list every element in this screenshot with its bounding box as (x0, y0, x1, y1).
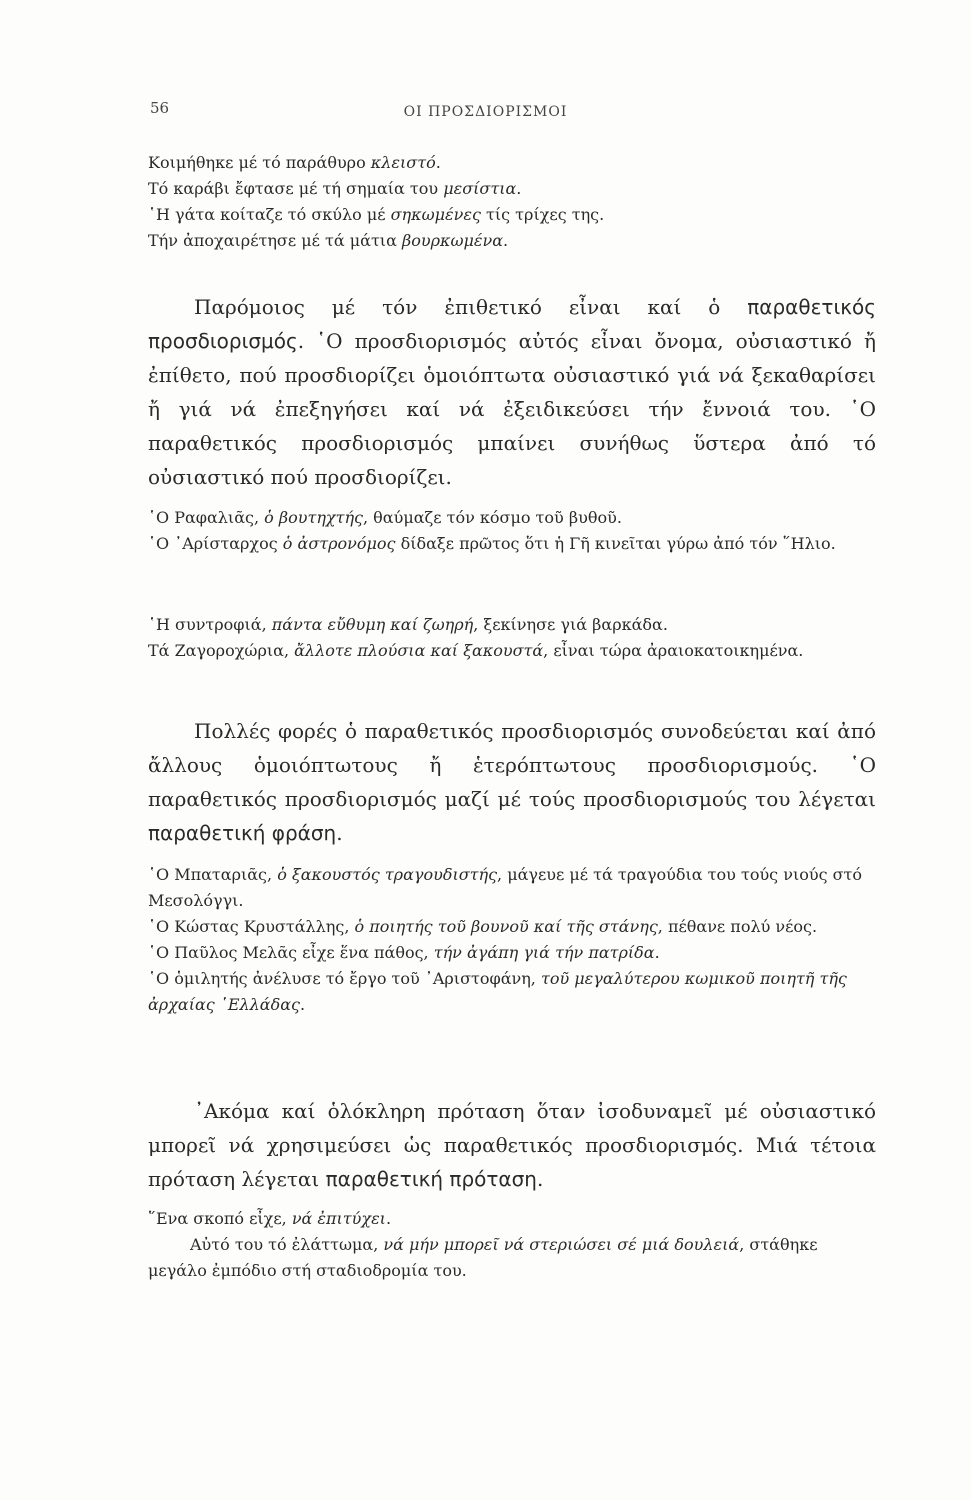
example-sentence: ῾Ο Ραφαλιᾶς, ὁ βουτηχτής, θαύμαζε τόν κόσμο τοῦ βυθοῦ. (148, 508, 622, 527)
example-sentence: Τήν ἀποχαιρέτησε μέ τά μάτια βουρκωμένα. (148, 231, 509, 250)
example-sentence: ῾Ο Μπαταριᾶς, ὁ ξακουστός τραγουδιστής, μάγευε μέ τά τραγούδια του τούς νιούς στό Μεσολόγγι. (148, 865, 863, 910)
example-sentence: ῞Ενα σκοπό εἶχε, νά ἐπιτύχει. (148, 1209, 392, 1228)
examples-group-3 (148, 612, 876, 664)
key-term: παραθετική πρόταση (325, 1167, 537, 1191)
examples-group-5 (148, 1206, 876, 1284)
example-sentence: ῾Η συντροφιά, πάντα εὔθυμη καί ζωηρή, ξεκίνησε γιά βαρκάδα. (148, 615, 668, 634)
example-sentence: ῾Ο ὁμιλητής ἀνέλυσε τό ἔργο τοῦ ᾽Αριστοφάνη, τοῦ μεγαλύτερου κωμικοῦ ποιητῆ τῆς ἀρχαίας ῾Ελλάδας. (148, 969, 847, 1014)
example-sentence: ῾Ο ᾽Αρίσταρχος ὁ ἀστρονόμος δίδαξε πρῶτος ὅτι ἡ Γῆ κινεῖται γύρω ἀπό τόν ῞Ηλιο. (148, 534, 836, 553)
example-sentence: Τά Ζαγοροχώρια, ἄλλοτε πλούσια καί ξακουστά, εἶναι τώρα ἀραιοκατοικημένα. (148, 641, 804, 660)
example-sentence: Τό καράβι ἔφτασε μέ τή σημαία του μεσίστια. (148, 179, 522, 198)
running-title: ΟΙ ΠΡΟΣΔΙΟΡΙΣΜΟΙ (403, 104, 568, 120)
example-sentence: Κοιμήθηκε μέ τό παράθυρο κλειστό. (148, 153, 441, 172)
examples-group-4 (148, 862, 876, 1018)
examples-group-1 (148, 150, 876, 254)
page-number: 56 (150, 99, 170, 117)
key-term: παραθετική φράση (148, 821, 337, 845)
example-sentence: Αὐτό του τό ἐλάττωμα, νά μήν μπορεῖ νά στεριώσει σέ μιά δουλειά, στάθηκε μεγάλο ἐμπόδιο στή σταδιοδρομία του. (148, 1235, 818, 1280)
key-term: παραθετικός προσδιορισμός (148, 295, 876, 353)
example-sentence: ῾Ο Παῦλος Μελᾶς εἶχε ἕνα πάθος, τήν ἀγάπη γιά τήν πατρίδα. (148, 943, 660, 962)
paragraph-3: ᾽Ακόμα καί ὁλόκληρη πρόταση ὅταν ἰσοδυναμεῖ μέ οὐσιαστικό μπορεῖ νά χρησιμεύσει ὡς παραθετικός προσδιορισμός. Μιά τέτοια πρόταση λέγεται παραθετική πρόταση. (148, 1099, 876, 1191)
paragraph-1: Παρόμοιος μέ τόν ἐπιθετικό εἶναι καί ὁ παραθετικός προσδιορισμός. ῾Ο προσδιορισμός αὐτός εἶναι ὄνομα, οὐσιαστικό ἤ ἐπίθετο, πού προσδιορίζει ὁμοιόπτωτα οὐσιαστικό γιά νά ξεκαθαρίσει ἤ γιά νά ἐπεξηγήσει καί νά ἐξειδικεύσει τήν ἔννοιά του. ῾Ο παραθετικός προσδιορισμός μπαίνει συνήθως ὕστερα ἀπό τό οὐσιαστικό πού προσδιορίζει. (148, 295, 876, 489)
examples-group-2 (148, 505, 876, 557)
example-sentence: ῾Ο Κώστας Κρυστάλλης, ὁ ποιητής τοῦ βουνοῦ καί τῆς στάνης, πέθανε πολύ νέος. (148, 917, 818, 936)
paragraph-2: Πολλές φορές ὁ παραθετικός προσδιορισμός συνοδεύεται καί ἀπό ἄλλους ὁμοιόπτωτους ἤ ἑτερόπτωτους προσδιορισμούς. ῾Ο παραθετικός προσδιορισμός μαζί μέ τούς προσδιορισμούς του λέγεται παραθετική φράση. (148, 719, 876, 845)
example-sentence: ῾Η γάτα κοίταζε τό σκύλο μέ σηκωμένες τίς τρίχες της. (148, 205, 605, 224)
